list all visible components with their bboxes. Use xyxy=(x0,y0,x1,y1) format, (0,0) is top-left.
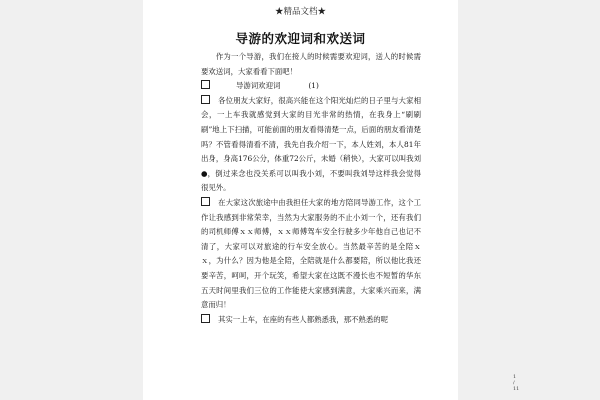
checkbox-icon xyxy=(201,314,210,323)
checkbox-icon xyxy=(201,197,210,206)
paragraph-text: 其实一上车，在座的有些人都熟悉我，那不熟悉的呢 xyxy=(218,314,388,324)
paragraph-text: 在大家这次旅途中由我担任大家的地方陪同导游工作，这个工作让我感到非常荣幸，当然为大家服务的不止小刘一个，还有我们的司机师傅ｘｘ师傅，ｘｘ师傅驾车安全行驶多少年他自己也记不清了，大家可以对旅途的行车安全放心。当然最辛苦的是全陪ｘｘ，为什么？因为他是全陪，全陪就是什么都要陪，所以他比我还要辛苦，呵呵，开个玩笑，希望大家在这既不漫长也不短暂的华东五天时间里我们三位的工作能使大家感到满意，大家乘兴而来，满意而归！ xyxy=(201,197,421,310)
paragraph-text: 各位朋友大家好，很高兴能在这个阳光灿烂的日子里与大家相会，一上车我就感觉到大家的目光非常的热情，在我身上“刷刷刷”地上下扫描，可能前面的朋友看得清楚一点，后面的朋友看清楚吗？不管看得清看不清，我先自我介绍一下，本人姓刘，本人81年出身，身高176公分，体重72公斤，未婚（稍快），大家可以叫我刘●，倒过来念也没关系可以叫我小刘，不要叫我刘导这样我会觉得很见外。 xyxy=(201,95,421,193)
paragraph-1 xyxy=(201,94,421,196)
section-heading xyxy=(201,79,421,94)
checkbox-icon xyxy=(201,80,210,89)
document-body xyxy=(201,50,421,327)
page-header: ★精品文档★ xyxy=(274,7,326,17)
section-label: 导游词欢迎词 xyxy=(236,81,281,91)
intro-paragraph: 作为一个导游，我们在接人的时候需要欢迎词，送人的时候需要欢送词，大家看看下面吧！ xyxy=(201,52,421,76)
paragraph-2 xyxy=(201,196,421,313)
paragraph-3 xyxy=(201,313,421,328)
page-title: 导游的欢迎词和欢送词 xyxy=(235,31,366,46)
page-number: 1 / 11 xyxy=(513,374,520,392)
document-page xyxy=(143,0,520,400)
checkbox-icon xyxy=(201,95,210,104)
section-number: (1) xyxy=(308,81,319,91)
